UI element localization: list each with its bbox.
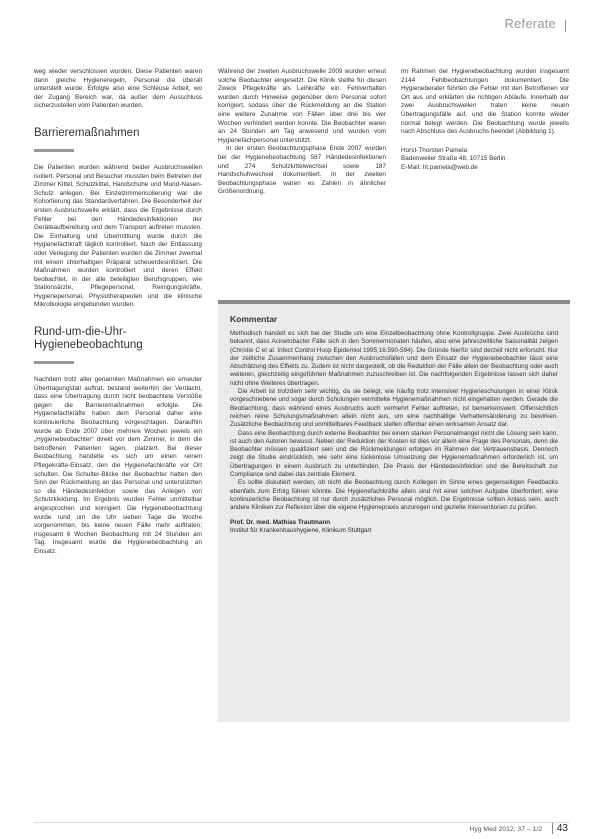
observation-paragraph: Nachdem trotz aller genannten Maßnahmen ein erneuter Übertragungsfall auftrat, bestand weiterhin der Verdacht, dass eine Übertragung durch nicht beobachtete Verstöße gegen die Barrieremaßnahmen erfolgte. Die Hygienefachkräfte haben dem Personal daher eine kontinuierliche Beobachtung vorgeschlagen. Daraufhin wurde ab Ende 2007 über mehrere Wochen jeweils ein „Hygienebeobachter“ direkt vor dem Zimmer, in dem die betroffenen Patienten lagen, platziert. Bei dieser Beobachtung handelte es sich um einen reinen Pflegekräfte-Einsatz, den die Hygienefachkräfte vor Ort schulten. Die Schulter-Blicke der Beobachter hatten den Sinn der Rückmeldung an das Personal und unterstützten so die Händedesinfektion sowie das Anlegen von Schutzkleidung. Im Ergebnis wurden Fehler unmittelbar angesprochen und korrigiert. Die Hygienebeobachtung wurde rund um die Uhr sieben Tage die Woche vorgenommen, bis keine neuen Fälle mehr auftraten; insgesamt 6 Wochen Beobachtung mit 24 Stunden am Tag. Insgesamt wurde die Hygienebeobachtung an Einsatz. <box>34 376 202 555</box>
footer-divider <box>34 822 570 823</box>
journal-citation: Hyg Med 2012; 37 – 1/2 <box>469 826 542 833</box>
col3-paragraph: Im Rahmen der Hygienebeobachtung wurden insgesamt 2144 Fehlbeobachtungen dokumentiert. Die Hygieneberater führten die Fehler mit den Betroffenen vor Ort aus und erklärten die richtigen Abläufe. Innerhalb der zwei Ausbruchswellen traten keine neuen Übertragungsfälle auf, und die Station konnte wieder normal belegt werden. Die Beobachtung wurde jeweils nach Abschluss des Ausbruchs beendet (Abbildung 1). <box>401 68 569 136</box>
header-divider <box>565 20 566 32</box>
author-address: Badenweiler Straße 48, 10715 Berlin <box>401 155 506 163</box>
author-block <box>401 147 569 173</box>
page-number: 43 <box>552 823 568 834</box>
kommentar-box <box>218 300 570 722</box>
section-label: Referate <box>504 16 556 31</box>
kommentar-paragraph: Es sollte diskutiert werden, ob nicht die Beobachtung durch Kollegen im Sinne eines gegenseitigen Feedbacks ebenfalls zum Erfolg führen könnte. Die Hygienefachkräfte allein sind mit einer solchen Aufgabe überfordert, eine kontinuierliche Beobachtung ist nur durch zusätzliches Personal möglich. Die Ergebnisse sollten Anlass sein, auch andere Kliniken zur Reflexion über die eigene Hygienepraxis anzuregen und gezielte Interventionen zu prüfen. <box>230 479 558 512</box>
kommentar-paragraph: Methodisch handelt es sich bei der Studie um eine Einzelbeobachtung ohne Kontrollgruppe. Zwei Ausbrüche sind bekannt, dass Acinetobacter Fälle sich in den Sommermonaten häufen, also eine jahreszeitliche Saisonalität zeigen (Christie C et al. Infect Control Hosp Epidemiol 1995;16:590-594). Die Gründe hierfür sind derzeit nicht erforscht. Nur der zeitliche Zusammenhang zwischen den Ausbruchsfällen und dem Einsatz der Hygienebeobachter lässt eine Abschätzung des Effekts zu. Zudem ist nicht dargestellt, ob die Reduktion der Fälle allein der Beobachtung oder auch weiteren, gleichzeitig eingeführten Maßnahmen zuzuschreiben ist. Die nachfolgenden Ergebnisse lassen sich daher nicht ohne Weiteres übertragen. <box>230 330 558 387</box>
heading-hygienebeobachtung: Rund-um-die-Uhr-Hygienebeobachtung <box>34 326 143 352</box>
intro-paragraph: weg wieder verschlossen wurden. Diese Patienten waren dann gleiche Hygieneregeln, Personal die überall unterstellt wurde, Erfolgte also eine Schleuse Arbeit, wo der Zugang Bereich war, da außer dem Ausschluss sicherzustellen vom Patienten wurden. <box>34 68 202 110</box>
column-1 <box>34 68 202 557</box>
col2-paragraph-2: In der ersten Beobachtungsphase Ende 2007 wurden bei der Hygienebeobachtung 587 Händedesinfektionen und 274 Schutzkittelwechsel sowie 187 Handschuhwechsel dokumentiert. In der zweiten Beobachtungsphase waren es Zahlen in ähnlicher Größenordnung. <box>218 145 386 196</box>
author-name: Horst-Thorsten Pamela <box>401 146 468 154</box>
column-2 <box>218 68 386 197</box>
kommentar-paragraph: Die Arbeit ist trotzdem sehr wichtig, da sie belegt, wie häufig trotz intensiver Hygieneschulungen in einer Klinik vorgeschriebene und sogar durch Schulungen vermittelte Hygienemaßnahmen nicht eingehalten werden. Gerade die Beobachtung, dass während eines Ausbruchs auch vermehrt Fehler auftreten, ist bemerkenswert. Offensichtlich reichen reine Schulungsmaßnahmen allein nicht aus, um eine nachhaltige Verhaltensänderung zu bewirken. Zusätzliche Beobachtung und unmittelbares Feedback stellen offenbar einen wirksamen Ansatz dar. <box>230 388 558 429</box>
heading-barrieremassnahmen: Barrieremaßnahmen <box>34 126 140 139</box>
kommentar-author <box>230 519 558 536</box>
col2-paragraph-1: Während der zweiten Ausbruchswelle 2009 wurden erneut solche Beobachter eingesetzt. Die Klinik stellte für diesen Zweck Pflegekräfte als Leihkräfte ein. Fehlverhalten wurden durch Hinweise gegenüber dem Personal sofort korrigiert, sodass über die Rückmeldung an die Station eine weitere Zunahme von Fällen über drei bis vier Wochen verhindert werden konnte. Die Beobachter waren an 24 Stunden am Tag anwesend und wurden vom Hygienefachpersonal unterstützt. <box>218 68 386 144</box>
kommentar-title: Kommentar <box>230 314 278 324</box>
kommentar-paragraph: Dass eine Beobachtung durch externe Beobachter bei einem starken Personalmangel nicht die Lösung sein kann, ist auch den Autoren bewusst. Neben der Reduktion der Kosten ist dies vor allem eine Frage des Personals, denn die Beobachter müssen qualifiziert sein und die Rückmeldungen erfolgen im Rahmen der Vertrauensbasis. Dennoch zeigt die Studie eindrücklich, wie sehr eine lückenlose Umsetzung der Hygienemaßnahmen erforderlich ist, um Übertragungen in einem Ausbruch zu unterbinden. Die Praxis der Händedesinfektion und die Bereitschaft zur Compliance sind dabei das zentrale Element. <box>230 429 558 479</box>
kommentar-author-name: Prof. Dr. med. Mathias Trautmann <box>230 518 331 526</box>
kommentar-author-affiliation: Institut für Krankenhaushygiene, Klinikum Stuttgart <box>230 526 372 534</box>
kommentar-text <box>230 330 558 513</box>
heading-underline <box>34 149 74 152</box>
barrier-paragraph: Die Patienten wurden während beider Ausbruchswellen isoliert. Personal und Besucher mussten beim Betreten der Zimmer Kittel, Schutzkittel, Handschuhe und Mund-Nasen-Schutz anlegen. Bei Einzelzimmerisolierung war die Kohortierung das Standardverfahren. Die Besonderheit der ersten Ausbruchswelle erklärt, dass die Ergebnisse durch Fehler bei den Händedesinfektionen der Geräteaufbereitung und dem Transport auftreten mussten. Die Einhaltung und Übermittlung wurde durch die Hygienefachkraft täglich kontrolliert. Nach der Entlassung oder Verlegung der Patienten wurden die Zimmer zweimal mit einem chlorhaltigen Präparat scheuerdesinfiziert. Die Maßnahmen wurden kontrolliert und deren Effekt beobachtet, in der alle beteiligten Berufsgruppen, wie Stationsärzte, Pflegepersonal, Reinigungskräfte, Hygienepersonal, Physiotherapeuten und die klinische Mikrobiologie eingebunden wurden. <box>34 163 202 309</box>
author-email: E-Mail: ht.pamela@web.de <box>401 163 478 171</box>
column-3 <box>401 68 569 173</box>
heading-underline <box>34 361 74 364</box>
